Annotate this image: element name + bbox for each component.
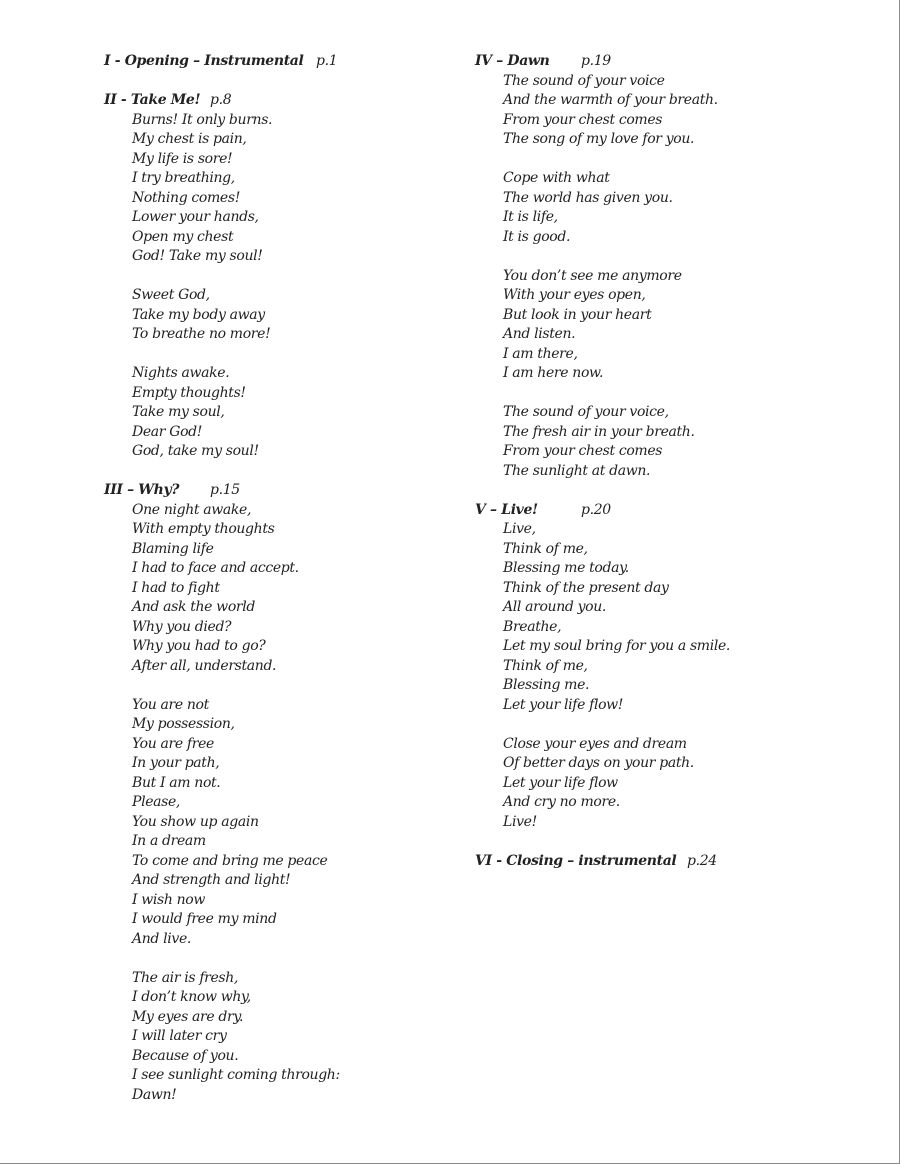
lyric-line: Empty thoughts!: [132, 384, 246, 401]
lyric-line: I wish now: [132, 891, 206, 908]
section-heading: [475, 852, 875, 872]
lyric-line: Blessing me today.: [503, 560, 629, 576]
lyric-line: And live.: [132, 930, 191, 947]
lyric-line: Let your life flow!: [503, 696, 624, 713]
lyric-line: I try breathing,: [132, 170, 235, 186]
section-title: I - Opening – Instrumental: [104, 53, 304, 69]
lyric-line: From your chest comes: [503, 443, 663, 459]
lyric-line: The sound of your voice,: [503, 404, 669, 420]
lyric-line: Think of the present day: [503, 579, 669, 596]
lyric-line: My life is sore!: [132, 150, 233, 167]
stanza: [503, 72, 875, 150]
lyric-line: To come and bring me peace: [132, 852, 328, 869]
song-section: [104, 481, 444, 1105]
lyrics-block: [132, 111, 444, 462]
stanza: [503, 267, 875, 384]
lyric-line: Burns! It only burns.: [132, 111, 273, 128]
section-heading: [104, 481, 444, 501]
section-page-number: p.19: [581, 53, 611, 69]
stanza: [132, 969, 444, 1106]
section-heading: [104, 91, 444, 111]
stanza: [503, 735, 875, 833]
lyric-line: And listen.: [503, 326, 576, 342]
lyric-line: After all, understand.: [132, 657, 277, 674]
lyric-line: The world has given you.: [503, 189, 673, 206]
lyric-line: In a dream: [132, 833, 206, 849]
lyric-line: Sweet God,: [132, 287, 210, 303]
section-title: V – Live!: [475, 501, 538, 518]
stanza: [503, 403, 875, 481]
section-page-number: p.8: [210, 92, 232, 108]
section-title: VI - Closing – instrumental: [475, 852, 677, 869]
lyric-line: Nothing comes!: [132, 189, 240, 206]
lyric-line: Think of me,: [503, 657, 588, 674]
lyric-line: I will later cry: [132, 1028, 227, 1044]
lyric-line: Dear God!: [132, 423, 203, 440]
lyric-line: The air is fresh,: [132, 969, 239, 986]
lyrics-block: [132, 72, 444, 92]
lyric-line: Because of you.: [132, 1047, 239, 1064]
lyric-line: Blessing me.: [503, 677, 590, 693]
lyric-line: Dawn!: [132, 1086, 177, 1103]
section-page-number: p.20: [581, 501, 611, 518]
song-section: [475, 501, 875, 833]
lyric-line: Take my body away: [132, 306, 265, 323]
section-page-number: p.15: [210, 482, 240, 498]
lyric-line: You are not: [132, 696, 209, 713]
lyric-line: Of better days on your path.: [503, 755, 694, 771]
lyric-line: Let my soul bring for you a smile.: [503, 638, 731, 654]
lyric-line: Close your eyes and dream: [503, 735, 687, 752]
section-page-number: p.24: [687, 852, 717, 869]
lyric-line: With your eyes open,: [503, 287, 646, 303]
lyric-line: You show up again: [132, 813, 259, 830]
lyric-line: And cry no more.: [503, 794, 620, 810]
song-section: [104, 52, 444, 91]
lyric-line: Why you died?: [132, 618, 232, 635]
lyric-line: Think of me,: [503, 540, 588, 557]
lyric-line: Nights awake.: [132, 365, 230, 381]
section-heading: [475, 52, 875, 72]
lyric-line: Live,: [503, 521, 536, 537]
right-column: [475, 52, 875, 891]
stanza: [132, 696, 444, 950]
lyric-line: The fresh air in your breath.: [503, 423, 695, 440]
lyric-line: Live!: [503, 813, 537, 830]
lyric-line: Open my chest: [132, 228, 234, 245]
section-title: III – Why?: [104, 482, 180, 498]
stanza: [132, 286, 444, 345]
lyric-line: I don’t know why,: [132, 989, 251, 1005]
lyric-line: My eyes are dry.: [132, 1008, 244, 1025]
lyric-line: I would free my mind: [132, 911, 277, 927]
lyric-line: Why you had to go?: [132, 638, 266, 654]
lyric-line: To breathe no more!: [132, 326, 271, 342]
left-column: [104, 52, 444, 1125]
stanza: [132, 364, 444, 462]
lyric-line: Cope with what: [503, 170, 610, 186]
lyric-line: It is life,: [503, 209, 558, 225]
section-heading: [475, 501, 875, 521]
lyric-line: I had to fight: [132, 579, 220, 596]
lyric-line: And ask the world: [132, 599, 255, 615]
lyric-line: Let your life flow: [503, 774, 618, 791]
song-section: [475, 52, 875, 481]
lyrics-block: [132, 501, 444, 1106]
lyric-line: In your path,: [132, 755, 220, 771]
lyric-line: With empty thoughts: [132, 521, 275, 537]
lyric-line: Breathe,: [503, 618, 562, 635]
lyrics-block: [503, 871, 875, 891]
section-gap: [503, 871, 875, 891]
lyric-line: I am here now.: [503, 365, 604, 381]
lyric-line: One night awake,: [132, 501, 252, 518]
lyric-line: The sunlight at dawn.: [503, 462, 651, 479]
lyrics-block: [503, 520, 875, 832]
section-title: IV – Dawn: [475, 53, 550, 69]
lyric-line: All around you.: [503, 599, 606, 615]
stanza: [503, 520, 875, 715]
lyric-line: God! Take my soul!: [132, 248, 263, 264]
stanza: [503, 169, 875, 247]
section-heading: [104, 52, 444, 72]
lyric-line: But look in your heart: [503, 306, 652, 323]
lyric-line: And strength and light!: [132, 872, 291, 888]
lyric-line: From your chest comes: [503, 111, 663, 128]
lyric-line: God, take my soul!: [132, 443, 259, 459]
lyric-line: The song of my love for you.: [503, 131, 695, 147]
lyric-line: Please,: [132, 794, 180, 810]
lyric-line: Blaming life: [132, 540, 214, 557]
section-title: II - Take Me!: [104, 92, 201, 108]
lyric-line: You don’t see me anymore: [503, 267, 682, 284]
lyric-line: I had to face and accept.: [132, 560, 299, 576]
lyric-line: And the warmth of your breath.: [503, 92, 718, 108]
lyric-line: I am there,: [503, 345, 578, 362]
section-page-number: p.1: [316, 53, 338, 69]
lyric-line: My chest is pain,: [132, 131, 247, 147]
stanza: [132, 501, 444, 677]
lyric-line: But I am not.: [132, 774, 221, 791]
lyrics-block: [503, 72, 875, 482]
stanza: [132, 111, 444, 267]
lyric-line: The sound of your voice: [503, 72, 665, 89]
lyric-line: It is good.: [503, 228, 571, 245]
lyric-line: Lower your hands,: [132, 209, 259, 225]
song-section: [475, 852, 875, 891]
section-gap: [132, 72, 444, 92]
lyric-line: My possession,: [132, 716, 235, 732]
lyric-line: You are free: [132, 735, 214, 752]
lyric-line: I see sunlight coming through:: [132, 1067, 340, 1083]
song-section: [104, 91, 444, 462]
lyric-line: Take my soul,: [132, 404, 225, 420]
